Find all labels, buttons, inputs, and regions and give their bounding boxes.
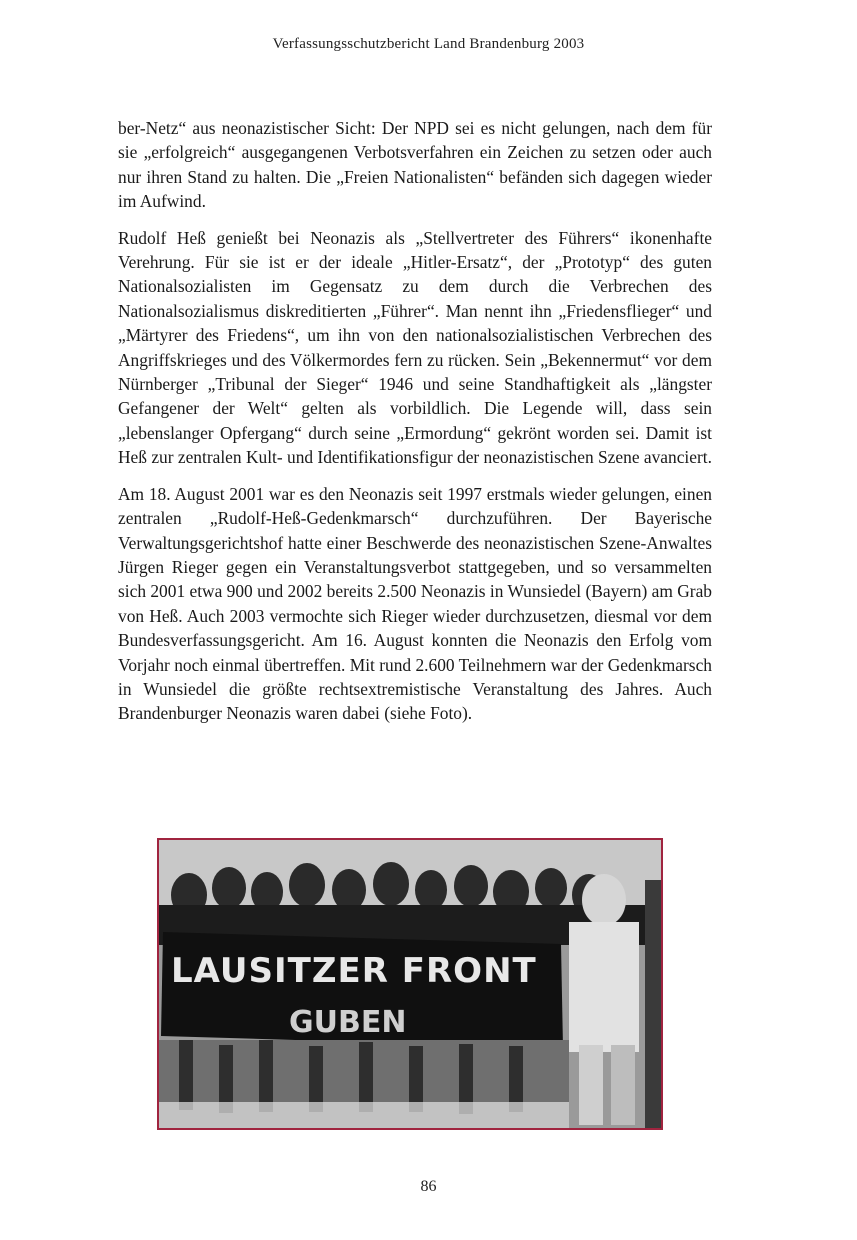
demonstration-photo: [157, 838, 663, 1130]
banner-line-2: GUBEN: [289, 1005, 407, 1040]
paragraph-1: ber-Netz“ aus neonazistischer Sicht: Der NPD sei es nicht gelungen, nach dem für sie „erfolgreich“ ausgegangenen Verbotsverfahren ein Zeichen zu setzen oder auch nur ihren Stand zu halten. Die „Freien Nationalisten“ befänden sich dagegen wieder im Aufwind.: [118, 118, 712, 212]
running-header: Verfassungsschutzbericht Land Brandenburg 2003: [272, 36, 585, 52]
paragraph-3: Am 18. August 2001 war es den Neonazis seit 1997 erstmals wieder gelungen, einen zentralen „Rudolf-Heß-Gedenkmarsch“ durchzuführen. Der Bayerische Verwaltungsgerichtshof hatte einer Beschwerde des neonazistischen Szene-Anwaltes Jürgen Rieger gegen ein Veranstaltungsverbot stattgegeben, und so versammelten sich 2001 etwa 900 und 2002 bereits 2.500 Neonazis in Wunsiedel (Bayern) am Grab von Heß. Auch 2003 vermochte sich Rieger wieder durchzusetzen, diesmal vor dem Bundesverfassungsgericht. Am 16. August konnten die Neonazis den Erfolg vom Vorjahr noch einmal übertreffen. Mit rund 2.600 Teilnehmern war der Gedenkmarsch in Wunsiedel die größte rechtsextremistische Veranstaltung des Jahres. Auch Brandenburger Neonazis waren dabei (siehe Foto).: [118, 483, 712, 724]
page-number: 86: [420, 1178, 437, 1195]
photo-graphic: [159, 840, 661, 1128]
paragraph-2: Rudolf Heß genießt bei Neonazis als „Stellvertreter des Führers“ ikonenhafte Verehrung. Für sie ist er der ideale „Hitler-Ersatz“, der „Prototyp“ des guten Nationalsozialisten im Gegensatz zu dem durch die Verbrechen des Nationalsozialismus diskreditierten „Führer“. Man nennt ihn „Friedensflieger“ und „Märtyrer des Friedens“, um ihn von den nationalsozialistischen Verbrechen des Angriffskrieges und des Völkermordes fern zu rücken. Sein „Bekennermut“ vor dem Nürnberger „Tribunal der Sieger“ 1946 und seine Standhaftigkeit als „längster Gefangener der Welt“ gelten als vorbildlich. Die Legende will, dass sein „lebenslanger Opfergang“ durch seine „Ermordung“ gekrönt worden sei. Damit ist Heß zur zentralen Kult- und Identifikationsfigur der neonazistischen Szene avanciert.: [118, 227, 712, 468]
body-text: [118, 116, 712, 738]
banner-line-1: LAUSITZER FRONT: [171, 951, 537, 991]
